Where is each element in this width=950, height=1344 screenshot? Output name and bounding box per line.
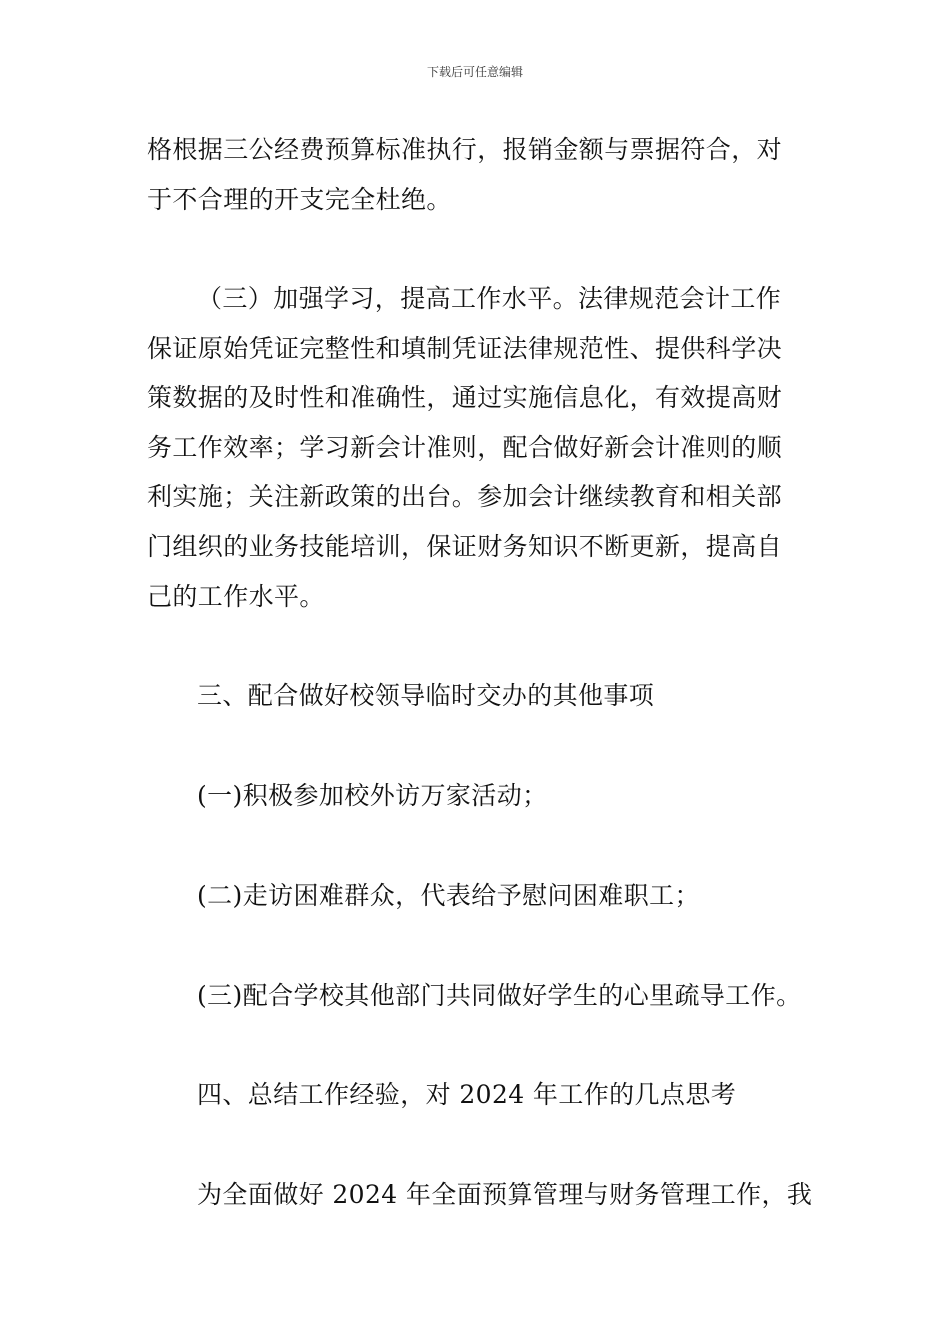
- section-heading: 三、配合做好校领导临时交办的其他事项: [197, 681, 655, 710]
- paragraph-line: 门组织的业务技能培训，保证财务知识不断更新，提高自: [147, 532, 783, 561]
- paragraph-line: 策数据的及时性和准确性，通过实施信息化，有效提高财: [147, 383, 783, 412]
- paragraph-line: 利实施；关注新政策的出台。参加会计继续教育和相关部: [147, 482, 783, 511]
- paragraph-line: 为全面做好 2024 年全面预算管理与财务管理工作，我: [197, 1180, 813, 1209]
- page-header: 下载后可任意编辑: [426, 65, 523, 79]
- list-item: (三)配合学校其他部门共同做好学生的心里疏导工作。: [197, 981, 802, 1010]
- paragraph-line: （三）加强学习，提高工作水平。法律规范会计工作: [197, 284, 782, 313]
- list-item: (二)走访困难群众，代表给予慰问困难职工；: [197, 881, 700, 910]
- paragraph-line: 格根据三公经费预算标准执行，报销金额与票据符合，对: [147, 135, 783, 164]
- list-item: (一)积极参加校外访万家活动；: [197, 781, 548, 810]
- section-heading: 四、总结工作经验，对 2024 年工作的几点思考: [197, 1080, 737, 1109]
- paragraph-line: 保证原始凭证完整性和填制凭证法律规范性、提供科学决: [147, 334, 783, 363]
- paragraph-line: 于不合理的开支完全杜绝。: [147, 185, 452, 214]
- paragraph-line: 己的工作水平。: [147, 582, 325, 611]
- paragraph-line: 务工作效率；学习新会计准则，配合做好新会计准则的顺: [147, 433, 783, 462]
